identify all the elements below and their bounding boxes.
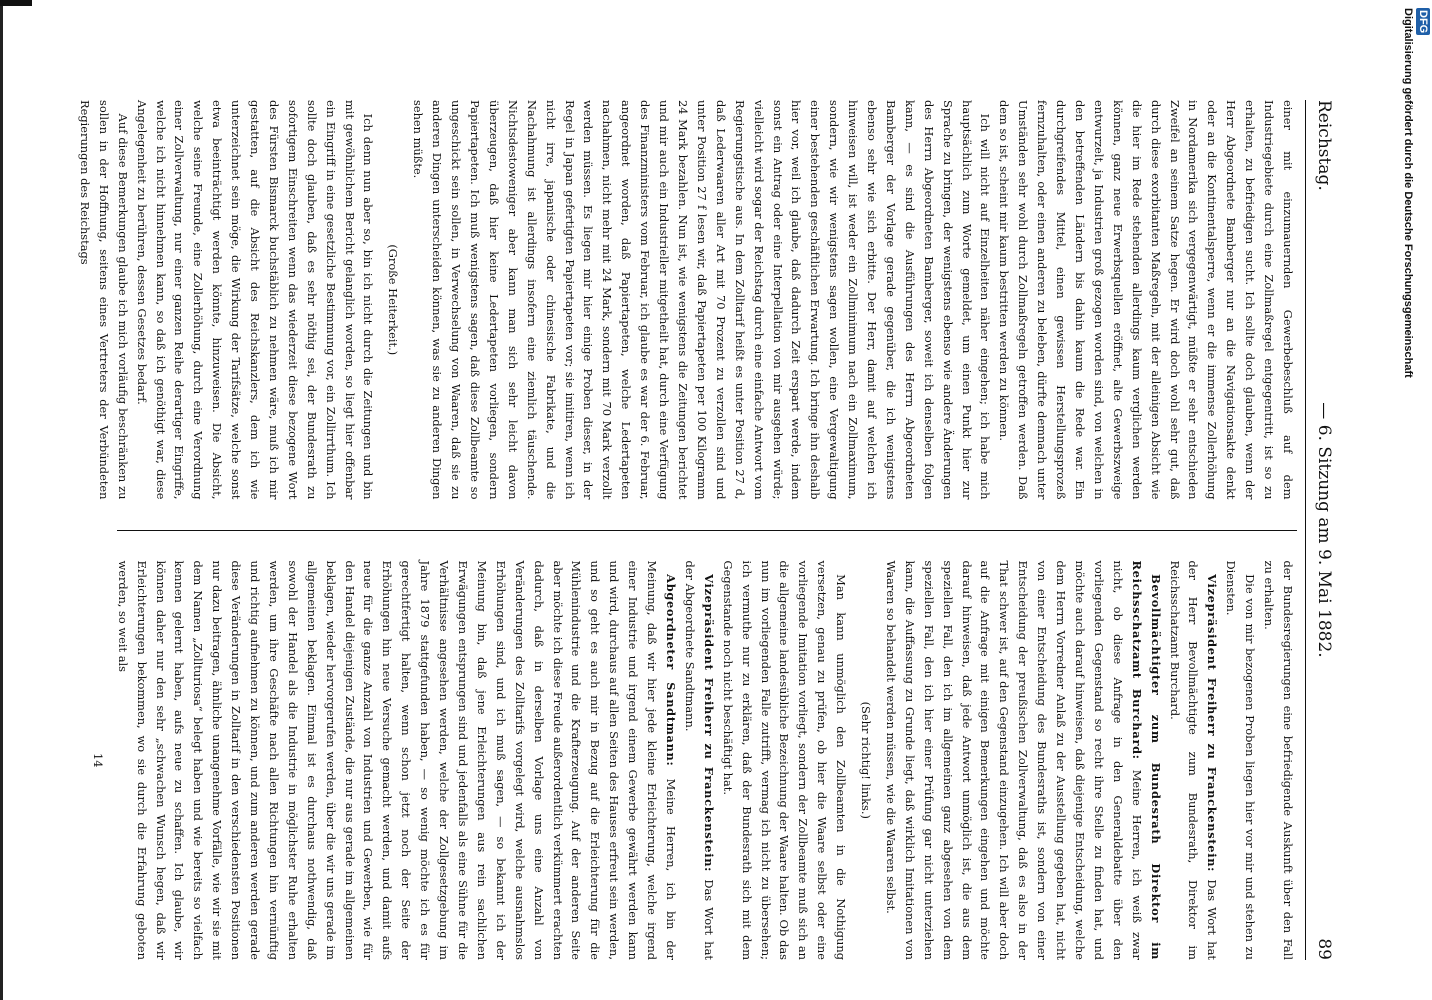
paragraph-text: Die von mir bezogenen Proben liegen hier vor mir und stehen zu Diensten. — [1224, 560, 1258, 960]
paragraph-text: Ich denn nun aber so, bin ich nicht durch die Zeitungen und bin mit gewöhnlichem Bericht gelanglich worden, so liegt hier offenbar ein Eingriff in eine gesetzliche Bestimmung vor, ein Zollirrthum. Ich sollte doch glauben, daß es sehr nöthig sei, der Bundesrath zu sofortigem Einschreiten wenn das wiederzeit diese bezogene Wort des Fürsten Bismarck buchstäblich zu nehmen wäre, muß ich mir gestatten, auf die Absicht des Reichskanzlers, dem ich wie unterzeichnet sein möge, die Wirkung der Tarifsätze, welche sonst etwa beeinträchtigt werden könnte, hinzuweisen. Die Absicht, welche seine Freunde, eine Zollerhöhung, durch eine Verordnung einer Zollverwaltung, nur einer ganzen Reihe derartiger Eingriffe, welche ich nicht hinnehmen kann, so daß ich genöthigt war, diese Angelegenheit zu berühren, dessen Gesetzes bedarf. — [134, 100, 376, 500]
paragraph-text: Das Wort hat der Abgeordnete Sandtmann. — [682, 560, 716, 961]
paragraph — [1259, 561, 1297, 961]
sheet-signature: 14 — [90, 753, 105, 768]
paragraph — [75, 100, 132, 500]
scan-top-smudge — [0, 0, 32, 6]
paragraph-text: Ich will nicht auf Einzelheiten näher eingehen; ich habe mich hauptsächlich zum Worte gemeldet, um einen Punkt hier zur Sprache zu bringen, der wenigstens ebenso wie andere Änderungen des Herrn Abgeordneten Bamberger, soweit ich denselben folgen kann, — es sind die Ausführungen des Herrn Abgeordneten Bamberger der Vorlage gerade gegenüber, die ich wenigstens ebenso sehr wie sich erbitte. Der Herr, damit auf welchen ich hinweisen will, ist weder ein Zollminimum nach ein Zollmaximum, sondern, wie wir wenigstens sagen wollen, eine Vergewaltigung einer bestehenden geschäftlichen Erwartung. Ich bringe ihn deshalb hier vor, weil ich glaube, daß dadurch Zeit erspart werde, indem sonst ein Antrag oder eine Interpellation von mir ausgehen würde; vielleicht wird sogar der Reichstag durch eine einfache Antwort vom Regierungstische aus. In dem Zolltarif heißt es unter Position 27 d, daß Lederwaaren aller Art mit 70 Prozent zu verzollen sind und unter Position 27 f lesen wir, daß Papiertapeten per 100 Kilogramm 24 Mark bezahlen. Nun ist, wie wenigstens die Zeitungen berichtet und mir auch ein Industrieller mitgetheilt hat, durch eine Verfügung des Finanzministers vom Februar, ich glaube es war der 6. Februar, angeordnet worden, daß Papiertapeten, welche Ledertapeten nachahmen, nicht mehr mit 24 Mark, sondern mit 70 Mark verzollt werden müssen. Es liegen mir hier einige Proben dieser, in der Regel in Japan gefertigten Papiertapeten vor; sie imitiren, wenn ich nicht irre, japanische oder chinesische Fabrikate, und die Nachahmung ist allerdings insofern eine ziemlich täuschende. Nichtsdestoweniger aber kann man sich sehr leicht davon überzeugen, daß hier keine Ledertapeten vorliegen, sondern Papiertapeten. Ich muß wenigstens sagen, daß diese Zollbeamte so ungeschickt sein sollen, in Verwechselung von Waaren, daß sie zu anderen Dingen unterscheiden können, was sie zu anderen Dingen sehen müßte. — [411, 100, 993, 500]
header-left-title: Reichstag. — [1314, 100, 1334, 191]
paragraph — [1221, 561, 1259, 961]
paragraph-text: Das Wort hat der Herr Bevollmächtigte zum Bundesrath, Direktor im Reichsschatzamt Burchard. — [1167, 560, 1220, 961]
paragraph — [856, 561, 875, 961]
paragraph — [132, 100, 378, 500]
paragraph — [718, 561, 850, 961]
paragraph-text: Meine Herren, ich bin der Meinung, daß wir hier jede kleine Erleichterung, welche irgend einer Industrie und irgend einem Gewerbe gewährt werden kann und wird, durchaus auf allen Seiten des Hauses erfreut sein werden, und so geht es auch mir in Bezug auf die Erleichterung für die Mühlenindustrie und die Krafterzeugung. Auf der anderen Seite aber möchte ich diese Freude außerordentlich verkümmert erachten dadurch, daß in derselben Vorlage uns eine Anzahl von Veränderungen des Zolltarifs vorgelegt wird, welche ausnahmslos Erhöhungen sind, und ich muß sagen, — so bekannt ich der Meinung bin, daß jene Erleichterungen aus rein sachlichen Erwägungen entsprungen sind und jedenfalls als eine Sühne für die Verhältnisse angesehen werden, welche der Zollgesetzgebung im Jahre 1879 stattgefunden haben, — so wenig möchte ich es für gerechtfertigt halten, wenn schon jetzt noch der Seite der Erhöhungen hin neue Versuche gemacht werden, und damit aufs neue für die ganze Anzahl von Industrien und Gewerben, wie für den Handel diejenigen Zustände, die nur aus gerade im allgemeinen beklagen, wieder hervorgerufen werden, über die wir uns gerade im allgemeinen beklagen. Einmal ist es durchaus nothwendig, daß sowohl der Handel als die Industrie in möglichster Ruhe erhalten werden, um ihre Geschäfte nach allen Richtungen hin vernünftig und richtig aufnehmen zu können, und zum anderen werden gerade diese Veränderungen in Zolltarif in den verschiedensten Positionen nur dazu beitragen, ähnliche unangenehme Vorfälle, wie wir sie mit dem Namen „Zollturiosa“ belegt haben und wie bereits so vielfach kennen gelernt haben, aufs neue zu schaffen. Ich glaube, wir können daher nur den sehr „schwachen Wunsch hegen, daß wir Erleichterungen bekommen, wo sie durch die Erfahrung geboten werden, so weit als — [115, 560, 678, 960]
paragraph-text: Meine Herren, ich weiß zwar nicht, ob diese Anfrage in den Generaldebatte über den vorliegenden Gegenstand so recht ihre Stelle zu finden hat, und möchte auch darauf hinweisen, daß diejenige Entscheidung, welche dem Herrn Vorredner Anlaß zu der Ausstellung gegeben hat, nicht von einer Entscheidung des Bundesraths ist, sondern von einer Entscheidung der preußischen Zollverwaltung, daß es also in der That schwer ist, auf den Gegenstand einzugehen. Ich will aber doch auf die Anfrage mit einigen Bemerkungen eingehen und möchte darauf hinweisen, daß jede Antwort unmöglich ist, die aus dem speziellen Fall, den ich im allgemeinen ganz abgesehen von dem speziellen Fall, den ich hier einer Prüfung gar nicht unterziehen kann, die Auffassung zu Grunde liegt, daß wirklich Imitationen von Waaren so behandelt werden müssen, wie die Waaren selbst. — [883, 560, 1144, 960]
paragraph-text: (Große Heiterkeit.) — [386, 244, 401, 356]
speaker-name: Bevollmächtigter zum Bundesrath Direktor im Reichsschatzamt Burchard: — [1129, 560, 1163, 960]
paragraph — [680, 561, 718, 961]
paragraph — [995, 100, 1298, 500]
text-columns — [77, 100, 1297, 961]
paragraph-text: Auf diese Bemerkungen glaube ich mich vorläufig beschränken zu sollen in der Hoffnung, seitens eines Vertreters der Verbündeten Regierungen des Reichstags — [77, 100, 130, 500]
speaker-name: Vizepräsident Freiherr zu Franckenstein: — [1205, 574, 1220, 880]
paragraph — [113, 561, 680, 961]
paragraph-text: der Bundesregierungen eine befriedigende Auskunft über den Fall zu erhalten. — [1262, 560, 1295, 960]
paragraph-text: einer mit einzumauernden Gewerbebeschluß auf dem Industriegebiete durch eine Zollmaßregel entgegentritt, ist so zu erhalten, zu befriedigen sucht. Ich sollte doch glauben, wenn der Herr Abgeordnete Bamberger nur an die Navigationsakte denkt oder an die Kontinentalsperre, wenn er die immense Zollerhöhung in Nordamerika sich vergegenwärtigt, müßte er sehr entschieden Zweifel an seinem Satze hegen. Er wird doch wohl sehr gut, daß durch diese exorbitanten Maßregeln, mit der alleinigen Absicht wie die hier im Rede stehenden allerdings kaum verglichen werden können, ganz neue Erwerbsquellen eröffnet, alte Gewerbszweige entwurzelt, ja Industrien groß gezogen worden sind, von welchen in den betreffenden Ländern bis dahin kaum die Rede war. Ein durchgreifendes Mittel, einen gewissen Herstellungsprozeß fernzuhalten, oder einen anderen zu beleben, dürfte demnach unter Umständen sehr wohl durch Zollmaßregeln getroffen werden. Daß dem so ist, scheint mir kaum bestritten werden zu können. — [997, 100, 1295, 500]
paragraph — [408, 100, 994, 500]
paragraph-text: Man kann unmöglich den Zollbeamten in die Nothigung versetzen, genau zu prüfen, ob hier die Waare selbst oder eine vorliegende Imitation vorliegt, sondern der Zollbeamte muß sich an die allgemeine landesübliche Bezeichnung der Waare halten. Ob das nun im vorliegenden Falle zutrifft, vermag ich nicht zu übersehen; ich vermuthe nur zu erklären, daß der Bundesrath sich mit dem Gegenstande noch nicht beschäftigt hat. — [720, 560, 849, 960]
digitization-strip — [1402, 8, 1430, 998]
header-session-title: — 6. Sitzung am 9. Mai 1882. — [1314, 402, 1334, 658]
right-column — [90, 560, 1297, 961]
dfg-funding-text: Digitalisierung gefördert durch die Deutsche Forschungsgemeinschaft — [1402, 8, 1414, 378]
scan-left-edge — [0, 0, 3, 1000]
page-header — [1310, 100, 1358, 960]
rotated-document-page — [55, 0, 1380, 1000]
speaker-name: Vizepräsident Freiherr zu Franckenstein: — [701, 574, 716, 880]
left-column — [77, 100, 1297, 500]
header-rule — [1305, 100, 1306, 960]
paragraph — [384, 100, 403, 500]
dfg-logo: DFG — [1417, 10, 1429, 34]
page-number: 89 — [1314, 938, 1334, 960]
paragraph — [881, 561, 1165, 961]
speaker-name: Abgeordneter Sandtmann: — [664, 574, 678, 779]
column-divider — [117, 530, 1297, 531]
paragraph-text: (Sehr richtig! links.) — [859, 701, 874, 819]
paragraph — [1165, 561, 1222, 961]
